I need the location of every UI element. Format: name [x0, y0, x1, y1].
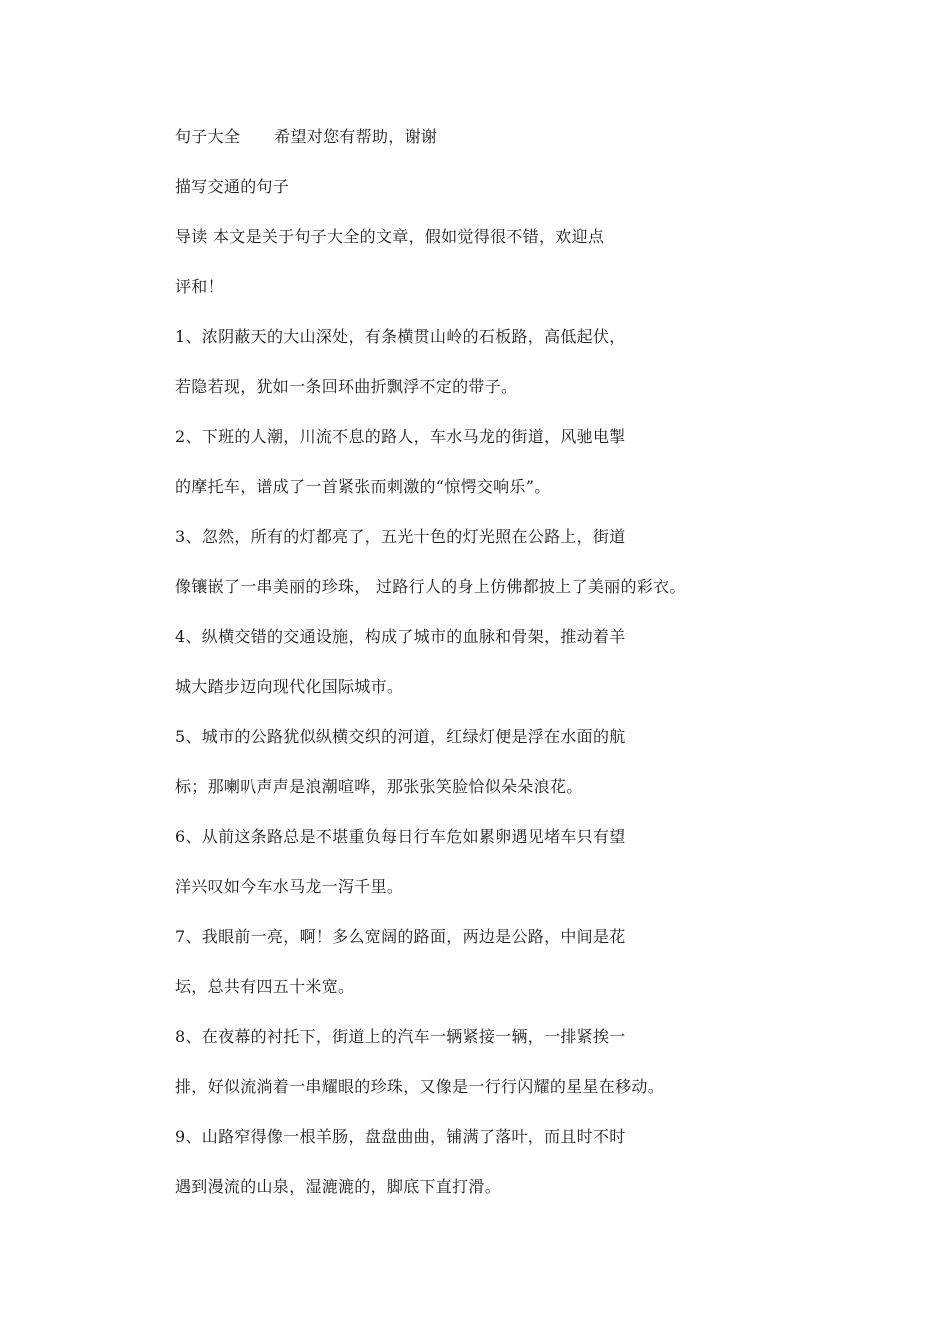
intro-line-2: 评和！ [175, 277, 224, 296]
body-line: 2、下班的人潮，川流不息的路人，车水马龙的街道，风驰电掣 [175, 427, 626, 446]
body-line: 6、从前这条路总是不堪重负每日行车危如累卵遇见堵车只有望 [175, 827, 626, 846]
body-line: 5、城市的公路犹似纵横交织的河道，红绿灯便是浮在水面的航 [175, 727, 626, 746]
body-line: 3、忽然，所有的灯都亮了，五光十色的灯光照在公路上，街道 [175, 527, 626, 546]
body-line: 坛，总共有四五十米宽。 [175, 977, 355, 996]
body-line: 1、浓阴蔽天的大山深处，有条横贯山岭的石板路，高低起伏， [175, 327, 626, 346]
body-line: 城大踏步迈向现代化国际城市。 [175, 677, 404, 696]
page-header [175, 127, 437, 147]
body-line: 4、纵横交错的交通设施，构成了城市的血脉和骨架，推动着羊 [175, 627, 626, 646]
body-line: 洋兴叹如今车水马龙一泻千里。 [175, 877, 404, 896]
body-line: 7、我眼前一亮，啊！多么宽阔的路面，两边是公路，中间是花 [175, 927, 626, 946]
body-line: 遇到漫流的山泉，湿漉漉的，脚底下直打滑。 [175, 1177, 502, 1196]
intro-line-1: 导读 本文是关于句子大全的文章，假如觉得很不错，欢迎点 [175, 227, 605, 246]
body-line: 若隐若现，犹如一条回环曲折飘浮不定的带子。 [175, 377, 518, 396]
body-line: 像镶嵌了一串美丽的珍珠， 过路行人的身上仿佛都披上了美丽的彩衣。 [175, 577, 686, 596]
header-left: 句子大全 [175, 127, 241, 146]
body-line: 的摩托车，谱成了一首紧张而刺激的“惊愕交响乐”。 [175, 477, 551, 496]
document-title: 描写交通的句子 [175, 177, 290, 196]
header-right: 希望对您有帮助，谢谢 [274, 127, 438, 146]
body-line: 8、在夜幕的衬托下，街道上的汽车一辆紧接一辆，一排紧挨一 [175, 1027, 626, 1046]
body-line: 排，好似流淌着一串耀眼的珍珠，又像是一行行闪耀的星星在移动。 [175, 1077, 665, 1096]
body-line: 标；那喇叭声声是浪潮喧哗，那张张笑脸恰似朵朵浪花。 [175, 777, 583, 796]
body-line: 9、山路窄得像一根羊肠，盘盘曲曲，铺满了落叶，而且时不时 [175, 1127, 626, 1146]
